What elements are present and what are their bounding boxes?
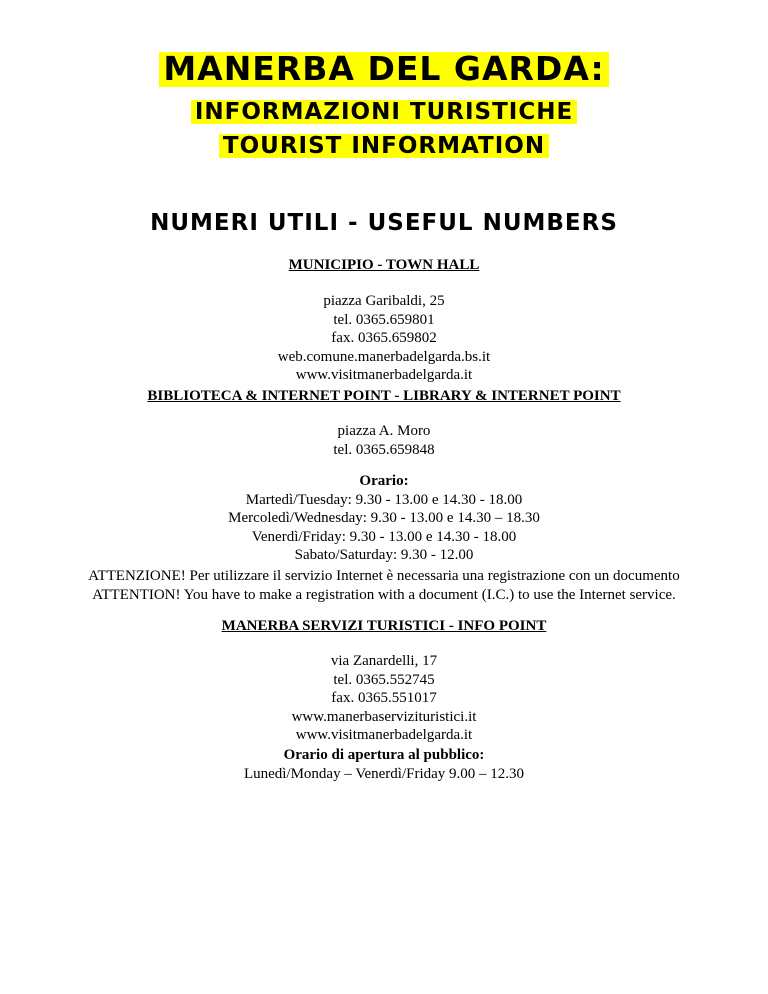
info-point-hours-weekdays: Lunedì/Monday – Venerdì/Friday 9.00 – 12.30	[243, 765, 525, 782]
document-title: MANERBA DEL GARDA:	[159, 52, 608, 87]
info-point-heading: MANERBA SERVIZI TURISTICI - INFO POINT	[221, 618, 547, 634]
town-hall-fax: fax. 0365.659802	[331, 330, 437, 346]
info-point-heading-block	[0, 617, 768, 636]
title-row	[0, 49, 768, 88]
library-heading: BIBLIOTECA & INTERNET POINT - LIBRARY & INTERNET POINT	[147, 388, 621, 404]
library-notice-english: ATTENTION! You have to make a registration with a document (I.C.) to use the Internet service.	[92, 586, 676, 603]
info-point-tourism-website: www.visitmanerbadelgarda.it	[295, 727, 473, 743]
library-heading-block	[0, 387, 768, 406]
town-hall-address: piazza Garibaldi, 25	[323, 293, 445, 309]
library-hours-label: Orario:	[359, 473, 409, 489]
info-point-hours-label: Orario di apertura al pubblico:	[283, 747, 485, 763]
subtitle-it-row	[0, 100, 768, 124]
library-address: piazza A. Moro	[337, 423, 431, 439]
library-hours	[0, 472, 768, 565]
info-point-address: via Zanardelli, 17	[330, 653, 438, 669]
library-phone: tel. 0365.659848	[333, 441, 435, 458]
town-hall-heading-block	[0, 256, 768, 275]
library-notice-italian: ATTENZIONE! Per utilizzare il servizio Internet è necessaria una registrazione con un documento	[88, 568, 680, 584]
info-point-hours	[0, 746, 768, 783]
library-hours-wednesday: Mercoledì/Wednesday: 9.30 - 13.00 e 14.30 – 18.30	[228, 510, 540, 526]
library-details	[0, 422, 768, 459]
library-hours-saturday: Sabato/Saturday: 9.30 - 12.00	[294, 547, 474, 563]
library-notice	[0, 567, 768, 604]
info-point-phone: tel. 0365.552745	[333, 671, 435, 688]
section-title-row	[0, 211, 768, 235]
town-hall-phone: tel. 0365.659801	[333, 311, 435, 328]
subtitle-english: TOURIST INFORMATION	[219, 134, 549, 158]
info-point-fax: fax. 0365.551017	[331, 690, 437, 706]
town-hall-heading: MUNICIPIO - TOWN HALL	[288, 257, 480, 273]
town-hall-tourism-website: www.visitmanerbadelgarda.it	[295, 367, 473, 383]
section-title: NUMERI UTILI - USEFUL NUMBERS	[150, 210, 618, 236]
library-hours-friday: Venerdì/Friday: 9.30 - 13.00 e 14.30 - 18.00	[251, 528, 517, 545]
town-hall-details	[0, 292, 768, 385]
subtitle-italian: INFORMAZIONI TURISTICHE	[191, 100, 577, 124]
library-hours-tuesday: Martedì/Tuesday: 9.30 - 13.00 e 14.30 - 18.00	[245, 491, 523, 508]
info-point-details	[0, 652, 768, 745]
subtitle-en-row	[0, 134, 768, 158]
info-point-website: www.manerbaservizituristici.it	[291, 708, 477, 725]
town-hall-website: web.comune.manerbadelgarda.bs.it	[277, 348, 491, 365]
